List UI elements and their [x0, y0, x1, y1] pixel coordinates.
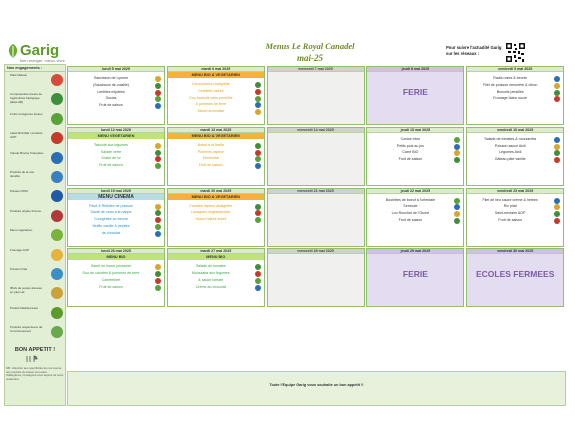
dish-item: (Saucisson de volaille): [93, 82, 129, 87]
dish-item: Lou Rouchet de l'Ouest: [391, 211, 430, 216]
engagement-label: Fruits et légumes locaux: [10, 111, 43, 116]
engagement-item: [6, 286, 66, 301]
menu-theme-band: MENU CINEMA: [68, 194, 164, 200]
menu-calendar-grid: [67, 66, 566, 370]
engagement-badge-icon: [51, 74, 63, 86]
engagement-badge-icon: [51, 210, 63, 222]
page-subtitle: mai-25: [297, 53, 323, 63]
label-badge-icon: [255, 109, 261, 115]
engagement-label: Poisson MSC: [10, 189, 29, 194]
menu-theme-band: MENU BIO & VEGETARIEN: [168, 72, 264, 78]
dish-list: [168, 200, 264, 223]
dish-item: Duo haricots verts persillés: [189, 95, 233, 100]
menu-day-cell: [267, 248, 365, 307]
dish-list: [68, 260, 164, 290]
dish-item: Camembert: [101, 277, 121, 282]
engagement-badge-icon: [51, 326, 63, 338]
label-badge-icon: [155, 224, 161, 230]
dish-item: Salade de tomates & mozzarella: [484, 136, 537, 141]
label-badge-icon: [255, 271, 261, 277]
day-date-header: vendredi 16 mai 2025: [467, 128, 563, 133]
menu-day-cell: [366, 66, 464, 125]
label-badge-icon: [255, 150, 261, 156]
engagement-badge-icon: [51, 171, 63, 183]
day-date-header: mercredi 7 mai 2025: [268, 67, 364, 72]
engagement-label: Produits origine France: [10, 208, 42, 213]
dish-item: Salade de tomates: [195, 264, 226, 269]
dish-item: Sauté de veau à la nappe: [90, 210, 132, 215]
day-date-header: mardi 13 mai 2025: [168, 128, 264, 133]
brand-name: Garig: [20, 42, 60, 59]
day-date-header: lundi 5 mai 2025: [68, 67, 164, 72]
dish-item: Muffin vanille & pépites: [92, 223, 130, 228]
sidebar-heading: Nos engagements :: [5, 65, 65, 72]
dish-list: [367, 194, 463, 224]
dish-list: [467, 133, 563, 163]
engagement-item: [6, 92, 66, 107]
dish-item: Pommes vapeur: [197, 149, 224, 154]
engagement-item: [6, 306, 66, 321]
engagement-item: [6, 267, 66, 282]
menu-day-cell: [267, 188, 365, 247]
bon-appetit-text: BON APPETIT !: [14, 347, 56, 353]
dish-item: Salade verte: [100, 149, 122, 154]
menu-day-cell: [167, 188, 265, 247]
dish-item: Taboulé aux légumes: [94, 142, 128, 147]
dish-item: Lasagnes végétariennes: [191, 210, 231, 215]
holiday-label: FERIE: [402, 87, 428, 97]
dish-item: Saint-nectaire AOP: [494, 211, 526, 216]
dish-list: [467, 72, 563, 102]
day-date-header: mardi 27 mai 2025: [168, 249, 264, 254]
engagement-label: Produits respectueux de l'environnement: [10, 325, 43, 333]
dish-item: Saucisson de Lyonne: [93, 76, 129, 80]
menu-day-cell: [67, 127, 165, 186]
day-date-header: mardi 20 mai 2025: [168, 189, 264, 194]
dish-list: [68, 200, 164, 237]
dish-item: Fruit de saison: [398, 157, 423, 162]
engagement-badge-icon: [51, 287, 63, 299]
cutlery-icon: [25, 355, 39, 363]
leaf-icon: [6, 43, 20, 59]
dish-item: Cordon bleu: [400, 136, 421, 141]
dish-item: Crème au chocolat: [195, 284, 226, 289]
engagement-item: [6, 151, 66, 166]
dish-item: Gouda: [105, 96, 117, 101]
dish-item: Riz pilaf: [503, 204, 517, 209]
dish-item: & sauce tomate: [198, 277, 224, 282]
menu-theme-band: MENU BIO & VEGETARIEN: [168, 194, 264, 200]
engagement-item: [6, 325, 66, 340]
dish-item: Lentilles mijotées: [97, 89, 125, 94]
day-date-header: lundi 12 mai 2025: [68, 128, 164, 133]
dish-item: Gâteau pâte vanille: [494, 157, 526, 162]
qr-code-icon[interactable]: [505, 42, 526, 63]
day-date-header: lundi 19 mai 2025: [68, 189, 164, 194]
label-badge-icon: [255, 278, 261, 284]
day-date-header: vendredi 30 mai 2025: [467, 249, 563, 254]
dish-item: Yaourt aromatisé: [197, 109, 225, 114]
engagement-badge-icon: [51, 152, 63, 164]
day-date-header: vendredi 23 mai 2025: [467, 189, 563, 194]
dish-item: Sauté de boeuf printanier: [90, 264, 132, 269]
label-badge-icon: [155, 150, 161, 156]
day-date-header: mercredi 14 mai 2025: [268, 128, 364, 133]
dish-item: Semoule: [403, 204, 418, 209]
engagement-label: Menu végétarien: [10, 228, 33, 233]
label-badge-icon: [255, 285, 261, 291]
dish-item: Duo de carottes & pommes de terre: [82, 271, 140, 276]
menu-day-cell: [466, 127, 564, 186]
dish-item: Légumes Aioli: [499, 150, 522, 155]
day-date-header: jeudi 15 mai 2025: [367, 128, 463, 133]
dish-item: Concombres vinaigrette: [191, 82, 230, 86]
engagement-label: Plats Maison: [10, 73, 28, 77]
dish-item: & pommes de terre: [195, 102, 227, 107]
dish-item: Emmental: [202, 156, 219, 161]
dish-item: Gratin de riz: [101, 156, 121, 161]
dish-list: [168, 260, 264, 290]
menu-day-cell: [167, 66, 265, 125]
menu-day-cell: [67, 188, 165, 247]
dish-item: Fruit de saison: [99, 163, 123, 168]
footer-banner: [67, 371, 566, 406]
dish-item: Boeuf à la ficelle: [197, 142, 224, 147]
label-badge-icon: [554, 83, 560, 89]
label-badge-icon: [155, 90, 161, 96]
engagement-item: [6, 170, 66, 185]
sidebar-note: NB : Attention aux spécificités de nos menus, nos produits de saison ou locaux, d'allergènes, renseignez-vous auprès de votre restaurant.: [6, 366, 64, 381]
dish-list: [68, 72, 164, 109]
dish-item: Carottes râpées vinaigrette: [189, 203, 233, 208]
dish-item: Fruit de saison: [398, 217, 423, 222]
brand-tagline: bien-manger, mieux-vivre: [20, 58, 65, 63]
menu-day-cell: [167, 248, 265, 307]
dish-list: [168, 139, 264, 169]
label-badge-icon: [255, 89, 261, 95]
day-date-header: jeudi 8 mai 2025: [367, 67, 463, 72]
engagement-item: [6, 248, 66, 263]
engagement-badge-icon: [51, 190, 63, 202]
page-title: Menus Le Royal Canadel: [265, 41, 355, 51]
engagement-item: [6, 131, 66, 146]
menu-theme-band: MENU VEGETARIEN: [68, 133, 164, 139]
label-badge-icon: [155, 204, 161, 210]
dish-item: Petits pois au jus: [396, 143, 424, 148]
garig-logo: [6, 40, 66, 66]
footer-text: Toute l'Equipe Garig vous souhaite un bon appétit !!: [269, 383, 364, 387]
dish-item: Filet de poisson meunière & citron: [483, 82, 538, 87]
menu-day-cell: [67, 66, 165, 125]
dish-item: Poisson sauce Aioli: [494, 143, 526, 148]
engagement-badge-icon: [51, 113, 63, 125]
label-badge-icon: [155, 83, 161, 89]
menu-theme-band: MENU BIO & VEGETARIEN: [168, 133, 264, 139]
dish-item: Brocolis persillés: [496, 89, 524, 94]
dish-item: Fruit de saison: [498, 217, 522, 222]
holiday-label: ECOLES FERMEES: [475, 269, 555, 280]
dish-item: Moussaka aux légumes: [191, 271, 230, 276]
engagement-label: Produits de la mer durable: [10, 170, 35, 178]
label-badge-icon: [255, 143, 261, 149]
label-badge-icon: [255, 163, 261, 169]
dish-item: Yaourt nature sucré: [195, 217, 227, 222]
menu-theme-band: MENU BIO: [68, 254, 164, 260]
dish-list: [467, 194, 563, 224]
menu-day-cell: [466, 248, 564, 307]
engagement-item: [6, 112, 66, 127]
day-date-header: vendredi 9 mai 2025: [467, 67, 563, 72]
dish-item: Fruit de saison: [99, 103, 123, 108]
label-badge-icon: [255, 82, 261, 88]
menu-day-cell: [366, 188, 464, 247]
dish-item: Boulettes de boeuf à l'orientale: [385, 197, 436, 202]
menu-day-cell: [466, 188, 564, 247]
dish-item: Fromage blanc sucré: [493, 96, 528, 101]
holiday-label: FERIE: [402, 269, 428, 280]
label-badge-icon: [155, 278, 161, 284]
label-badge-icon: [554, 90, 560, 96]
label-badge-icon: [155, 285, 161, 291]
day-date-header: mercredi 21 mai 2025: [268, 189, 364, 194]
day-date-header: jeudi 22 mai 2025: [367, 189, 463, 194]
engagement-badge-icon: [51, 93, 63, 105]
dish-list: [68, 139, 164, 169]
engagement-label: Produit Méditerranée: [10, 305, 39, 310]
menu-day-cell: [267, 127, 365, 186]
engagement-label: Viande Bovine Française: [10, 150, 44, 155]
engagement-badge-icon: [51, 132, 63, 144]
label-badge-icon: [155, 231, 161, 237]
engagement-badge-icon: [51, 249, 63, 261]
menu-day-cell: [466, 66, 564, 125]
engagement-item: [6, 228, 66, 243]
menu-day-cell: [267, 66, 365, 125]
label-badge-icon: [155, 143, 161, 149]
dish-item: Filet de lieu sauce crème & herbes: [482, 197, 538, 202]
dish-list: [367, 133, 463, 163]
engagement-label: Composantes issues de l'agriculture biologique (label AB): [10, 92, 43, 104]
label-badge-icon: [255, 204, 261, 210]
day-date-header: mercredi 28 mai 2025: [268, 249, 364, 254]
engagement-badge-icon: [51, 307, 63, 319]
engagement-item: [6, 189, 66, 204]
dish-item: Fruit de saison: [199, 163, 223, 168]
label-badge-icon: [554, 198, 560, 204]
engagement-item: [6, 73, 66, 88]
dish-item: Radis roses & beurre: [493, 76, 528, 80]
dish-item: Fruit de saison: [99, 284, 123, 289]
engagement-badge-icon: [51, 268, 63, 280]
menu-theme-band: MENU BIO: [168, 254, 264, 260]
day-date-header: jeudi 29 mai 2025: [367, 249, 463, 254]
engagement-item: [6, 209, 66, 224]
engagement-label: Poisson frais: [10, 267, 28, 271]
dish-item: Courgettes au beurre: [94, 217, 128, 222]
menu-day-cell: [67, 248, 165, 307]
day-date-header: lundi 26 mai 2025: [68, 249, 164, 254]
engagement-label: Œufs de poules élevées en plein air: [10, 286, 43, 294]
dish-item: Pavé & Rillettes de poisson: [89, 203, 133, 208]
dish-item: de chocolat: [101, 230, 121, 235]
label-badge-icon: [554, 144, 560, 150]
menu-day-cell: [366, 248, 464, 307]
day-date-header: mardi 6 mai 2025: [168, 67, 264, 72]
menu-day-cell: [366, 127, 464, 186]
label-badge-icon: [255, 96, 261, 102]
dish-list: [168, 78, 264, 115]
dish-item: Omelette nature: [197, 88, 224, 93]
engagement-badge-icon: [51, 229, 63, 241]
engagement-label: Label ROUGE / produits AOP: [10, 131, 43, 139]
menu-day-cell: [167, 127, 265, 186]
dish-item: Carré BIO: [402, 150, 419, 155]
engagement-label: Fromage AOP: [10, 247, 30, 252]
follow-text: Pour suivre l'actualité Garig sur les réseaux :: [446, 45, 502, 56]
label-badge-icon: [554, 137, 560, 143]
label-badge-icon: [255, 217, 261, 223]
label-badge-icon: [155, 76, 161, 82]
